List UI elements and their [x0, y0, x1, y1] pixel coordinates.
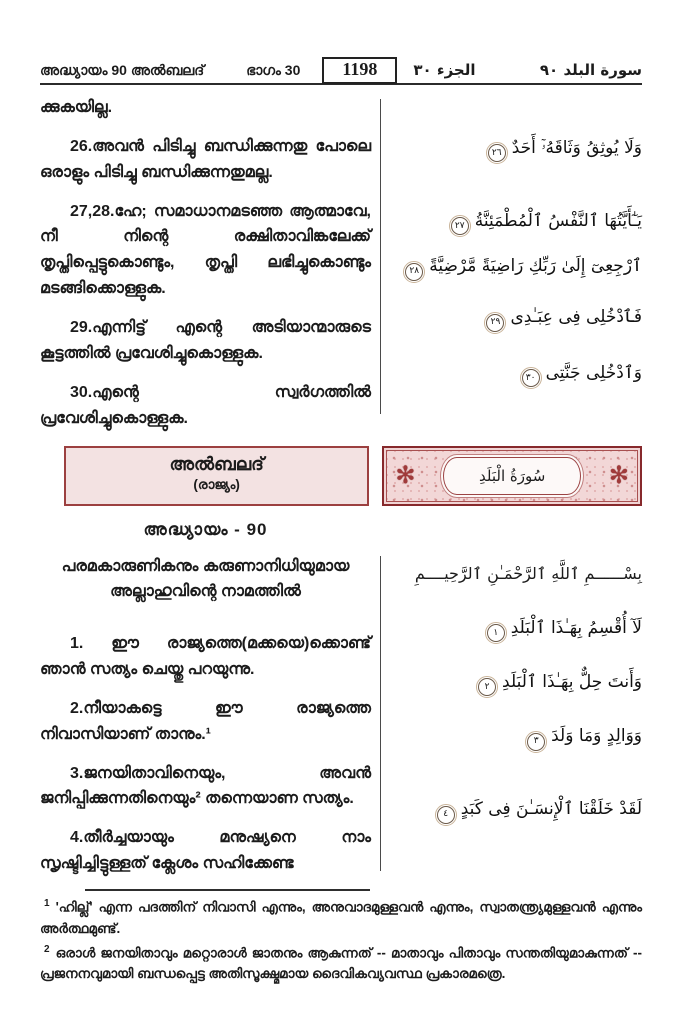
column-divider — [380, 99, 381, 414]
arabic-verse — [391, 669, 642, 696]
footnote-marker: 1 — [44, 898, 50, 910]
ayah-end-marker-icon: ٢٨ — [405, 263, 423, 281]
arabic-verse — [391, 723, 642, 750]
ayah-end-marker-icon: ٢٩ — [486, 314, 504, 332]
column-divider — [380, 556, 381, 871]
translation-paragraph: 26.അവൻ പിടിച്ചു ബന്ധിക്കുന്നതു പോലെ ഒരാളും പിടിച്ചു ബന്ധിക്കുന്നതുമല്ല. — [40, 137, 371, 181]
ayah-end-marker-icon: ٢٧ — [451, 217, 469, 235]
translation-column-top — [40, 85, 371, 432]
verse-text: لَآ أُقْسِمُ بِهَـٰذَا ٱلْبَلَدِ — [510, 617, 642, 638]
surah-name: അൽബലദ് — [169, 453, 264, 474]
translation-paragraph: 27,28.ഹേ; സമാധാനമടഞ്ഞ ആത്മാവേ, നീ നിന്റെ രക്ഷിതാവിങ്കലേക്ക് തൃപ്തിപ്പെട്ടുകൊണ്ടും, തൃപ്തി ലഭിച്ചുകൊണ്ടും മടങ്ങിക്കൊള്ളുക. — [40, 202, 371, 298]
translation-paragraph: 30.എന്റെ സ്വർഗത്തിൽ പ്രവേശിച്ചുകൊള്ളുക. — [40, 383, 371, 427]
ayah-end-marker-icon: ٣٠ — [522, 369, 540, 387]
translation-column-bottom — [40, 552, 371, 877]
surah-header-row — [40, 446, 642, 506]
translation-paragraph: 29.എന്നിട്ട് എന്റെ അടിയാന്മാരുടെ കൂട്ടത്തിൽ പ്രവേശിച്ചുകൊള്ളുക. — [40, 319, 371, 363]
footnote-marker: 2 — [44, 943, 50, 955]
bottom-section — [40, 552, 642, 877]
verse-text: وَوَالِدٍ وَمَا وَلَدَ — [551, 726, 642, 747]
verse-text: يَـٰٓأَيَّتُهَا ٱلنَّفْسُ ٱلْمُطْمَئِنَّةُ — [474, 210, 642, 231]
surah-banner-arabic: سُورَةُ الْبَلَدِ — [479, 466, 546, 485]
surah-banner-cartouche — [443, 457, 581, 495]
ayah-end-marker-icon: ٤ — [437, 806, 455, 824]
surah-meaning: (രാജ്യം) — [193, 477, 240, 493]
verse-text: فَٱدْخُلِى فِى عِبَـٰدِى — [510, 307, 642, 328]
ayah-end-marker-icon: ٣ — [527, 733, 545, 751]
flower-ornament-icon: ✻ — [395, 461, 416, 489]
arabic-column-bottom — [391, 552, 642, 877]
surah-banner — [382, 446, 642, 506]
verse-text: وَلَا يُوثِقُ وَثَاقَهُۥٓ أَحَدٌ — [511, 137, 642, 158]
translation-paragraph: 3.ജനയിതാവിനെയും, അവൻ ജനിപ്പിക്കുന്നതിനെയും² തന്നെയാണ സത്യം. — [40, 764, 371, 808]
surah-title-box — [64, 446, 369, 506]
chapter-line: അദ്ധ്യായം - 90 — [143, 519, 268, 539]
bismillah-arabic: بِسْــــــمِ ٱللَّهِ ٱلرَّحْمَـٰنِ ٱلرَّحِيــــمِ — [414, 563, 642, 583]
arabic-verse — [391, 253, 642, 280]
header-part-label: ഭാഗം 30 — [246, 61, 301, 78]
arabic-verse — [391, 135, 642, 162]
verse-text: وَٱدْخُلِى جَنَّتِى — [545, 362, 642, 383]
header-chapter-label: അദ്ധ്യായം 90 അൽബലദ് — [40, 61, 205, 78]
translation-paragraph: 1. ഈ രാജ്യത്തെ(മക്കയെ)ക്കൊണ്ട് ഞാൻ സത്യം ചെയ്തു പറയുന്നു. — [40, 634, 371, 678]
arabic-verse — [391, 360, 642, 387]
verse-text: وَأَنتَ حِلٌّ بِهَـٰذَا ٱلْبَلَدِ — [502, 671, 642, 692]
translation-paragraph: ക്കുകയില്ല. — [40, 98, 113, 116]
arabic-verse — [391, 208, 642, 235]
top-section — [40, 85, 642, 432]
arabic-verse — [391, 304, 642, 331]
ayah-end-marker-icon: ٢٦ — [488, 144, 506, 162]
translation-paragraph: 2.നീയാകട്ടെ ഈ രാജ്യത്തെ നിവാസിയാണ് താനും.¹ — [40, 699, 371, 743]
verse-text: ٱرْجِعِىٓ إِلَىٰ رَبِّكِ رَاضِيَةً مَّرْضِيَّةً — [429, 256, 642, 277]
arabic-column-top — [391, 85, 642, 432]
surah-banner-pattern — [386, 450, 638, 502]
header-surah-label: سورة البلد ٩٠ — [539, 60, 642, 79]
bismillah-translation: പരമകാരുണികനും കരുണാനിധിയുമായ അല്ലാഹുവിന്റെ നാമത്തിൽ — [61, 557, 350, 601]
header-juz-label: الجزء ٣٠ — [413, 60, 476, 79]
footnote-text: 'ഹില്ല്' എന്ന പദത്തിന് നിവാസി എന്നും, അനുവാദമുള്ളവൻ എന്നും, സ്വാതന്ത്ര്യമുള്ളവൻ എന്നും അർത്ഥമുണ്ട്. — [40, 899, 642, 936]
footnote-separator — [85, 889, 370, 891]
verse-text: لَقَدْ خَلَقْنَا ٱلْإِنسَـٰنَ فِى كَبَدٍ — [460, 799, 642, 820]
footnote — [40, 896, 642, 939]
page-header — [40, 52, 642, 85]
translation-paragraph: 4.തീർച്ചയായും മനുഷ്യനെ നാം സൃഷ്ടിച്ചിട്ടുള്ളത് ക്ലേശം സഹിക്കേണ്ട — [40, 829, 371, 873]
flower-ornament-icon: ✻ — [608, 461, 629, 489]
footnote-text: ഒരാൾ ജനയിതാവും മറ്റൊരാൾ ജാതനും ആകുന്നത് -- മാതാവും പിതാവും സന്തതിയുമാകുന്നത് -- പ്രജനനവുമായി ബന്ധപ്പെട്ട അതിസൂക്ഷ്മമായ ദൈവികവ്യവസ്ഥ പ്രകാരമത്രെ. — [40, 945, 642, 981]
ayah-end-marker-icon: ١ — [487, 624, 505, 642]
ayah-end-marker-icon: ٢ — [478, 678, 496, 696]
footnotes-section — [40, 889, 642, 985]
page-number-box: 1198 — [322, 57, 397, 84]
arabic-verse — [391, 796, 642, 823]
footnote — [40, 942, 642, 985]
arabic-verse — [391, 615, 642, 642]
